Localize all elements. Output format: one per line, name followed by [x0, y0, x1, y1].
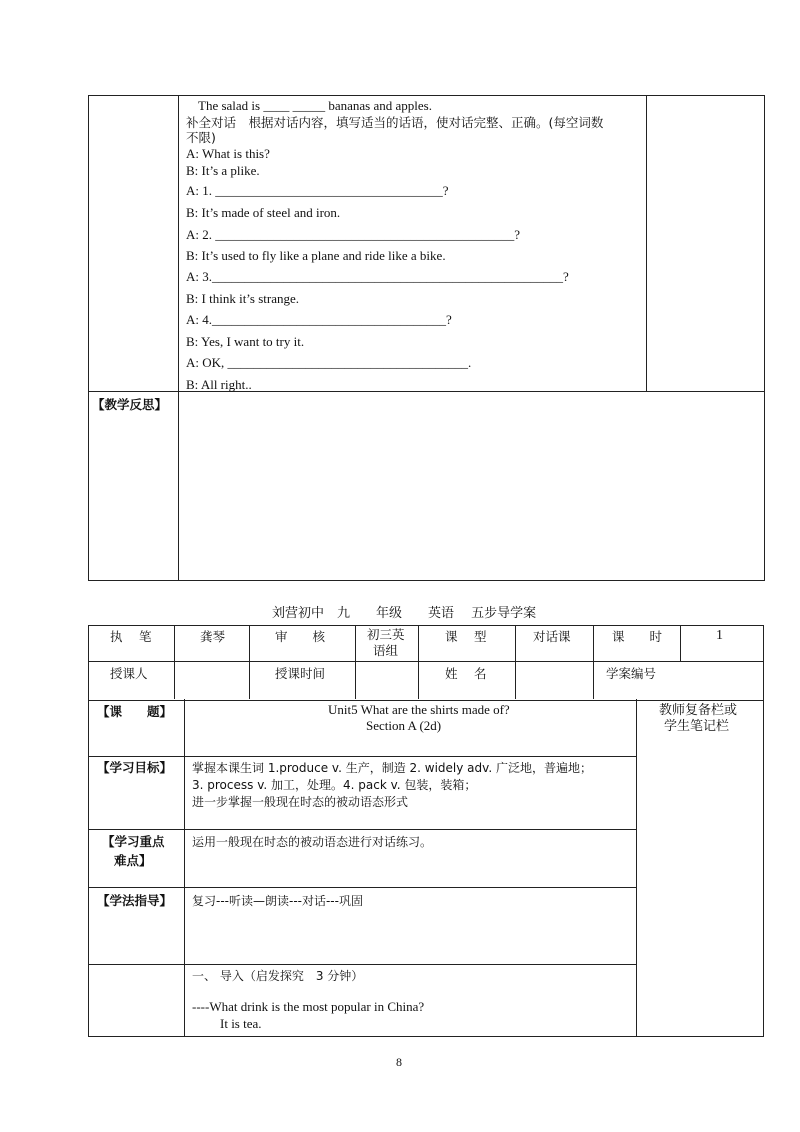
divider [636, 699, 637, 1037]
divider [178, 95, 179, 580]
salad-line: The salad is ____ _____ bananas and apples. [198, 98, 432, 113]
instruction-line-1: 补全对话 根据对话内容，填写适当的话语，使对话完整、正确。(每空词数 [186, 115, 604, 130]
period-value: 1 [716, 628, 723, 643]
method-label: 【学法指导】 [97, 893, 173, 908]
dialogue-line: B: It’s used to fly like a plane and ride like a bike. [186, 248, 446, 263]
divider [184, 699, 185, 1037]
reviewer-label: 审 核 [275, 629, 326, 644]
divider [680, 625, 681, 662]
notes-label-2: 学生笔记栏 [664, 719, 730, 734]
info-table-border [88, 625, 764, 701]
dialogue-line: A: What is this? [186, 146, 270, 161]
topic-label: 【课 题】 [97, 704, 173, 719]
intro-answer: It is tea. [220, 1016, 262, 1031]
name-label: 姓 名 [445, 666, 487, 681]
divider [88, 887, 637, 888]
page-number: 8 [396, 1055, 402, 1069]
divider [418, 625, 419, 699]
dialogue-line: A: 2. ______________________________________________? [186, 227, 521, 242]
divider [88, 964, 637, 965]
divider [593, 625, 594, 699]
topic-line-2: Section A (2d) [366, 718, 442, 733]
goals-line-1: 掌握本课生词 1.produce v. 生产，制造 2. widely adv. 广泛地，普遍地； [192, 761, 592, 775]
divider [515, 625, 516, 699]
dialogue-line: B: It’s made of steel and iron. [186, 205, 341, 220]
topic-line-1: Unit5 What are the shirts made of? [328, 702, 510, 717]
key-label-2: 难点】 [114, 853, 152, 868]
type-label: 课 型 [445, 629, 487, 644]
dialogue-line: B: Yes, I want to try it. [186, 334, 305, 349]
instruction-line-2: 不限) [186, 130, 216, 145]
dialogue-line: B: I think it’s strange. [186, 291, 300, 306]
reviewer-value-2: 语组 [373, 643, 399, 658]
divider [249, 625, 250, 699]
intro-question: ----What drink is the most popular in China? [192, 999, 425, 1014]
method-text: 复习---听读—朗读---对话---巩固 [192, 894, 363, 908]
dialogue-line: B: It’s a plike. [186, 163, 260, 178]
divider [355, 625, 356, 699]
page-title: 刘营初中 九 年级 英语 五步导学案 [272, 606, 537, 621]
dialogue-line: A: 1. ___________________________________? [186, 183, 449, 198]
divider [174, 625, 175, 699]
divider [88, 661, 764, 662]
writer-value: 龚琴 [200, 629, 226, 644]
period-label: 课 时 [612, 629, 663, 644]
intro-heading: 一、 导入（启发探究 3 分钟） [192, 969, 364, 983]
writer-label: 执 笔 [110, 629, 152, 644]
divider [88, 756, 637, 757]
key-label-1: 【学习重点 [102, 834, 165, 849]
time-label: 授课时间 [275, 666, 326, 681]
key-text: 运用一般现在时态的被动语态进行对话练习。 [192, 835, 433, 849]
dialogue-line: A: 4.____________________________________? [186, 312, 452, 327]
reviewer-value-1: 初三英 [367, 627, 405, 642]
type-value: 对话课 [533, 629, 571, 644]
dialogue-line: A: OK, _____________________________________. [186, 355, 472, 370]
reflection-label: 【教学反思】 [92, 397, 168, 412]
dialogue-line: A: 3.______________________________________________________? [186, 269, 569, 284]
goals-line-3: 进一步掌握一般现在时态的被动语态形式 [192, 795, 409, 809]
divider [88, 829, 637, 830]
dialogue-line: B: All right.. [186, 377, 252, 392]
lesson-table-border [88, 699, 764, 1037]
teacher-label: 授课人 [110, 666, 148, 681]
goals-label: 【学习目标】 [97, 760, 173, 775]
divider [646, 95, 647, 392]
number-label: 学案编号 [606, 666, 657, 681]
goals-line-2: 3. process v. 加工，处理。4. pack v. 包装，装箱； [192, 778, 477, 792]
notes-label-1: 教师复备栏或 [659, 703, 738, 718]
